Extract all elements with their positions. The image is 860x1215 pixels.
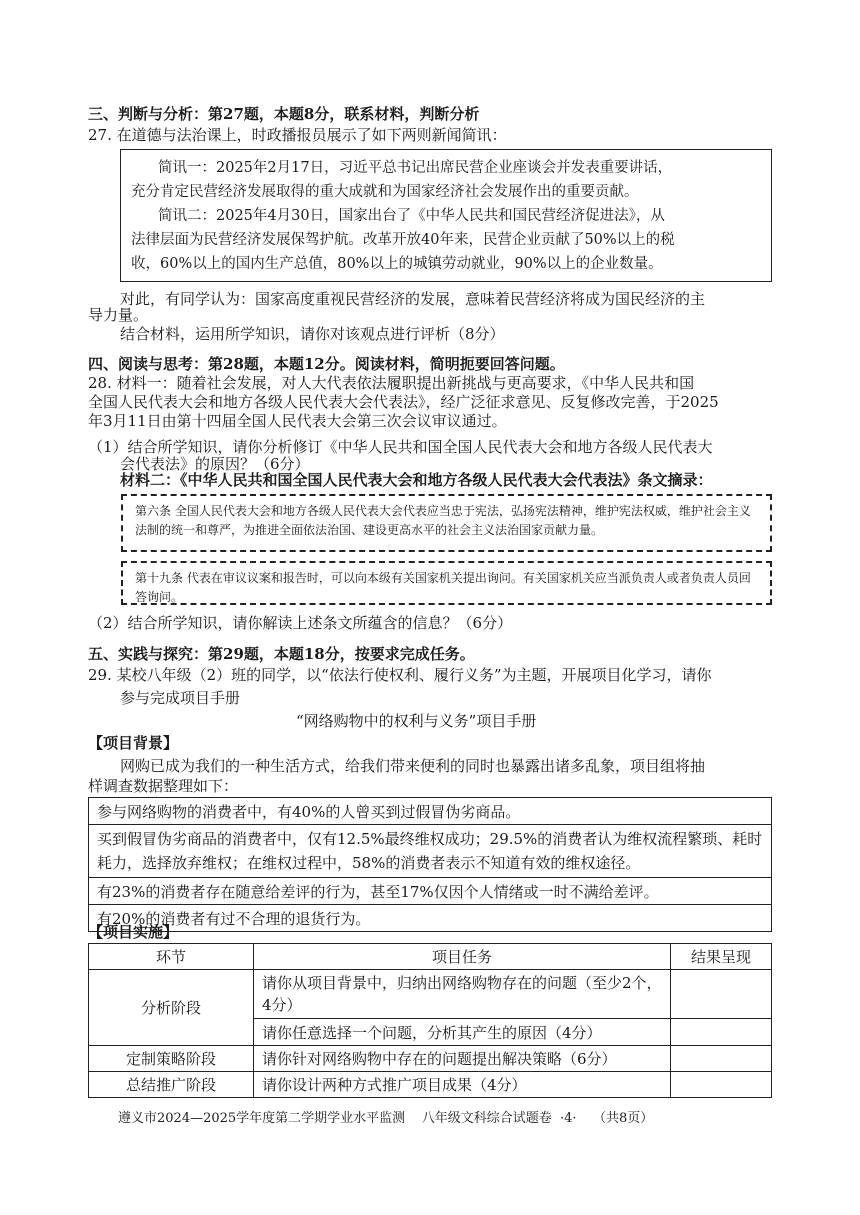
survey-cell: 有23%的消费者存在随意给差评的行为，甚至17%仅因个人情绪或一时不满给差评。: [89, 878, 772, 905]
page-footer: 遵义市2024—2025学年度第二学期学业水平监测 八年级文科综合试题卷 ·4· （共8页）: [118, 1111, 654, 1126]
view-line2: 导力量。: [88, 306, 149, 324]
q29-line1: 29. 某校八年级（2）班的同学，以“依法行使权利、履行义务”为主题，开展项目化学习，请你: [88, 666, 712, 684]
header-stage: 环节: [89, 944, 254, 970]
table-header-row: [89, 944, 772, 970]
q28-1-line2: 会代表法》的原因？（6分）: [120, 455, 310, 473]
article19-text: 第十九条 代表在审议议案和报告时，可以向本级有关国家机关提出询问。有关国家机关应当派负责人或者负责人员回答询问。: [135, 571, 751, 604]
section3-heading: 三、判断与分析：第27题，本题8分，联系材料，判断分析: [88, 105, 480, 123]
table-row: [89, 825, 772, 878]
survey-table: [88, 797, 772, 932]
news1-line1: 简讯一：2025年2月17日，习近平总书记出席民营企业座谈会并发表重要讲话，: [158, 160, 673, 176]
survey-cell: 买到假冒伪劣商品的消费者中，仅有12.5%最终维权成功；29.5%的消费者认为维权流程繁琐、耗时耗力，选择放弃维权；在维权过程中，58%的消费者表示不知道有效的维权途径。: [89, 825, 772, 878]
result-cell[interactable]: [671, 970, 772, 1019]
q28-2: （2）结合所学知识，请你解读上述条文所蕴含的信息？（6分）: [88, 614, 513, 632]
result-cell[interactable]: [671, 1072, 772, 1098]
news1-line2: 充分肯定民营经济发展取得的重大成就和为国家经济社会发展作出的重要贡献。: [131, 184, 639, 200]
task-a2: 请你任意选择一个问题，分析其产生的原因（4分）: [254, 1019, 671, 1046]
result-cell[interactable]: [671, 1046, 772, 1072]
table-row: [89, 905, 772, 932]
q27-task: 结合材料，运用所学知识，请你对该观点进行评析（8分）: [120, 325, 505, 343]
material2: 材料二：《中华人民共和国全国人民代表大会和地方各级人民代表大会代表法》条文摘录：: [120, 471, 713, 489]
task-strategy: 请你针对网络购物中存在的问题提出解决策略（6分）: [254, 1046, 671, 1072]
news2-line1: 简讯二：2025年4月30日，国家出台了《中华人民共和国民营经济促进法》，从: [158, 208, 665, 224]
material1-line2: 全国人民代表大会和地方各级人民代表大会代表法》，经广泛征求意见、反复修改完善，于2025: [88, 393, 719, 411]
stage-analysis: 分析阶段: [89, 970, 254, 1046]
survey-cell: 参与网络购物的消费者中，有40%的人曾买到过假冒伪劣商品。: [89, 798, 772, 825]
news2-line3: 收，60%以上的国内生产总值，80%以上的城镇劳动就业，90%以上的企业数量。: [131, 256, 663, 272]
table-row: [89, 798, 772, 825]
header-result: 结果呈现: [671, 944, 772, 970]
section5-heading: 五、实践与探究：第29题，本题18分，按要求完成任务。: [88, 645, 475, 663]
article6-text: 第六条 全国人民代表大会和地方各级人民代表大会代表应当忠于宪法，弘扬宪法精神，维护宪法权威，维护社会主义法制的统一和尊严，为推进全面依法治国、建设更高水平的社会主义法治国家贡献力量。: [135, 504, 751, 537]
result-cell[interactable]: [671, 1019, 772, 1046]
section4-heading: 四、阅读与思考：第28题，本题12分。阅读材料，简明扼要回答问题。: [88, 355, 565, 373]
table-row: [89, 1072, 772, 1098]
q28-1-line1: （1）结合所学知识，请你分析修订《中华人民共和国全国人民代表大会和地方各级人民代表大: [88, 438, 713, 456]
survey-cell: 有20%的消费者有过不合理的退货行为。: [89, 905, 772, 932]
article19-box: [121, 561, 772, 605]
background-line2: 样调查数据整理如下：: [88, 777, 239, 795]
table-row: [89, 878, 772, 905]
implementation-label: 【项目实施】: [88, 923, 179, 941]
view-line1: 对此，有同学认为：国家高度重视民营经济的发展，意味着民营经济将成为国民经济的主: [120, 290, 706, 308]
task-promotion: 请你设计两种方式推广项目成果（4分）: [254, 1072, 671, 1098]
stage-promotion: 总结推广阶段: [89, 1072, 254, 1098]
background-line1: 网购已成为我们的一种生活方式，给我们带来便利的同时也暴露出诸多乱象，项目组将抽: [120, 757, 706, 775]
handbook-title: “网络购物中的权利与义务”项目手册: [296, 712, 537, 730]
table-row: [89, 1046, 772, 1072]
q29-line2: 参与完成项目手册: [120, 689, 241, 707]
header-task: 项目任务: [254, 944, 671, 970]
material1-line1: 28. 材料一：随着社会发展，对人大代表依法履职提出新挑战与更高要求，《中华人民共和国: [88, 374, 695, 392]
implementation-table: [88, 943, 772, 1098]
stage-strategy: 定制策略阶段: [89, 1046, 254, 1072]
material1-line3: 年3月11日由第十四届全国人民代表大会第三次会议审议通过。: [88, 412, 507, 430]
article6-box: [121, 494, 772, 552]
table-row: [89, 970, 772, 1019]
task-a1: 请你从项目背景中，归纳出网络购物存在的问题（至少2个，4分）: [254, 970, 671, 1019]
news2-line2: 法律层面为民营经济发展保驾护航。改革开放40年来，民营企业贡献了50%以上的税: [131, 232, 675, 248]
q27-intro: 27. 在道德与法治课上，时政播报员展示了如下两则新闻简讯：: [88, 126, 507, 144]
background-label: 【项目背景】: [88, 734, 179, 752]
